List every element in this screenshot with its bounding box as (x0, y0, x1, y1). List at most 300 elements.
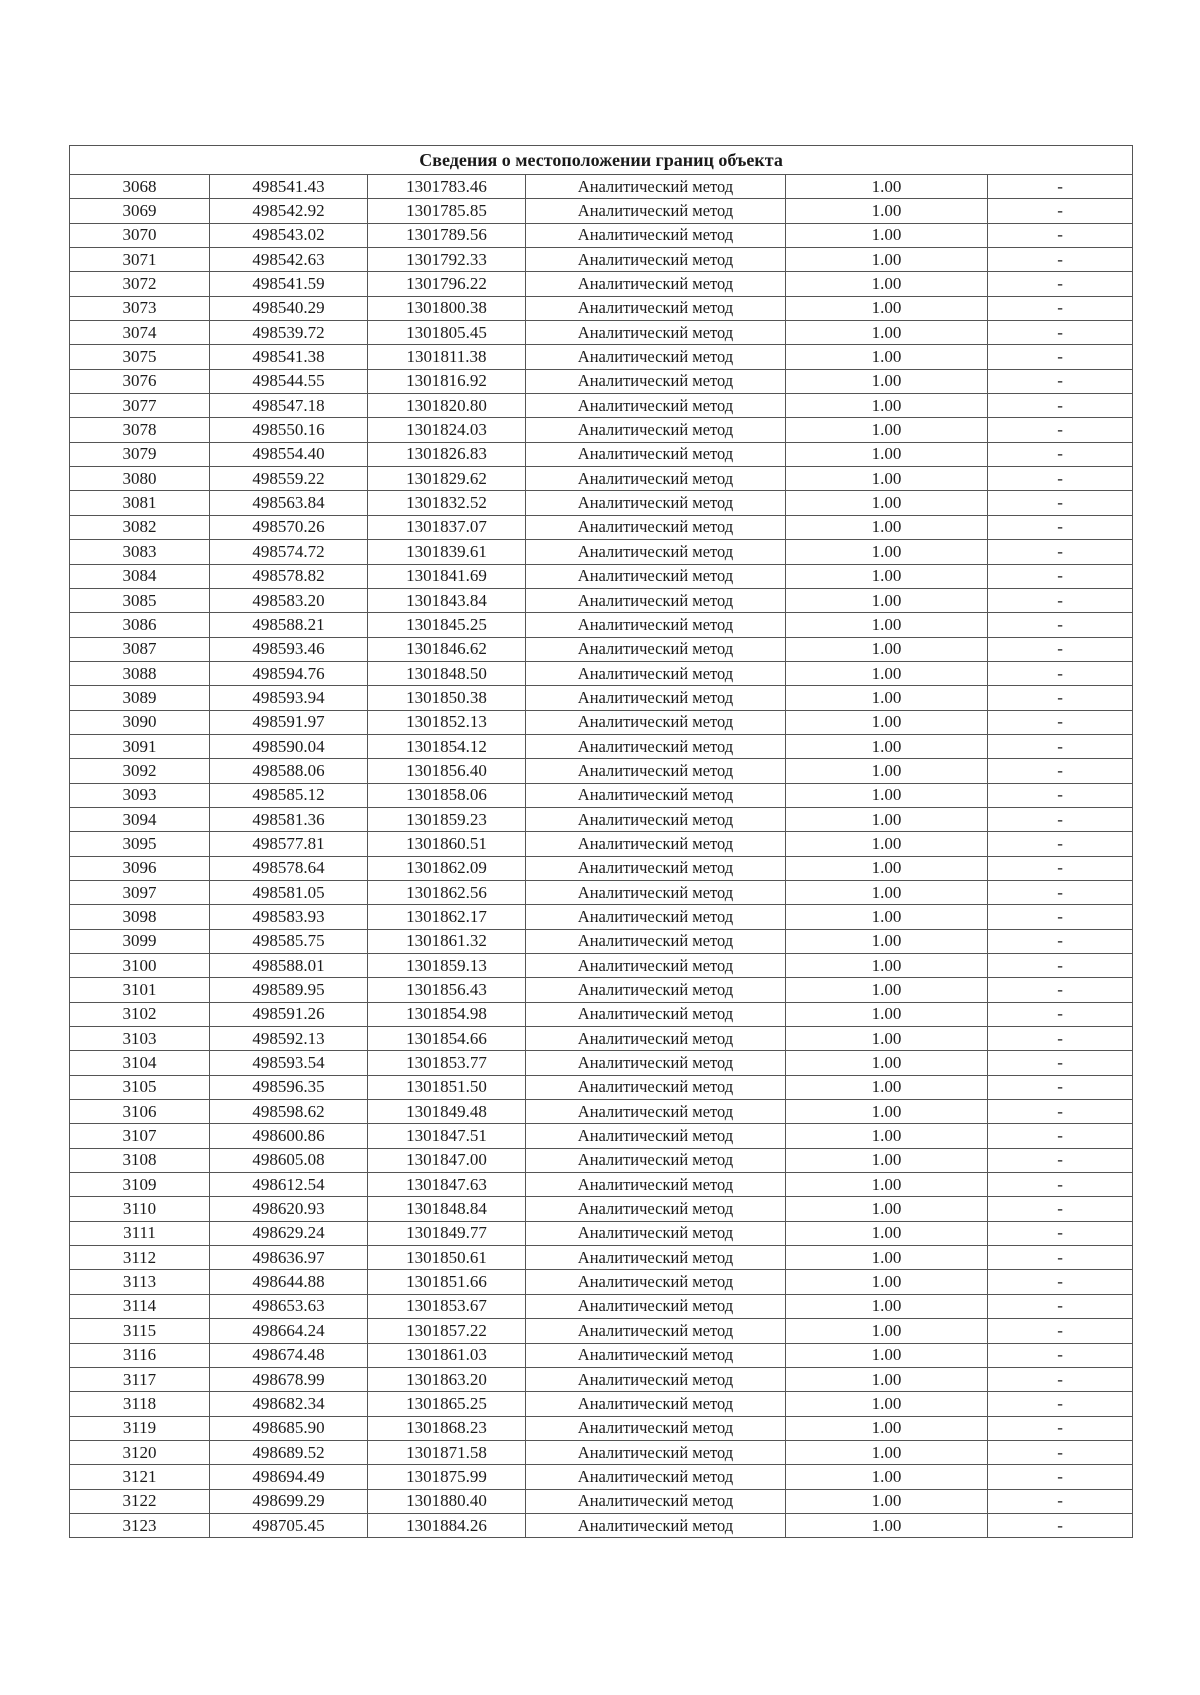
y-coordinate-cell: 1301856.43 (368, 978, 526, 1002)
table-row (70, 1173, 1133, 1197)
point-number-cell: 3081 (70, 491, 210, 515)
table-row (70, 272, 1133, 296)
accuracy-cell: 1.00 (786, 905, 988, 929)
method-cell: Аналитический метод (526, 515, 786, 539)
table-row (70, 442, 1133, 466)
x-coordinate-cell: 498600.86 (210, 1124, 368, 1148)
method-cell: Аналитический метод (526, 807, 786, 831)
table-row (70, 223, 1133, 247)
method-cell: Аналитический метод (526, 1002, 786, 1026)
x-coordinate-cell: 498581.36 (210, 807, 368, 831)
x-coordinate-cell: 498699.29 (210, 1489, 368, 1513)
x-coordinate-cell: 498598.62 (210, 1100, 368, 1124)
accuracy-cell: 1.00 (786, 880, 988, 904)
note-cell: - (988, 807, 1133, 831)
x-coordinate-cell: 498605.08 (210, 1148, 368, 1172)
method-cell: Аналитический метод (526, 734, 786, 758)
point-number-cell: 3079 (70, 442, 210, 466)
method-cell: Аналитический метод (526, 491, 786, 515)
table-row (70, 1465, 1133, 1489)
point-number-cell: 3098 (70, 905, 210, 929)
method-cell: Аналитический метод (526, 296, 786, 320)
table-title: Сведения о местоположении границ объекта (70, 146, 1133, 175)
note-cell: - (988, 1002, 1133, 1026)
method-cell: Аналитический метод (526, 1270, 786, 1294)
accuracy-cell: 1.00 (786, 418, 988, 442)
point-number-cell: 3080 (70, 467, 210, 491)
method-cell: Аналитический метод (526, 1124, 786, 1148)
x-coordinate-cell: 498539.72 (210, 321, 368, 345)
x-coordinate-cell: 498591.26 (210, 1002, 368, 1026)
y-coordinate-cell: 1301852.13 (368, 710, 526, 734)
method-cell: Аналитический метод (526, 418, 786, 442)
point-number-cell: 3068 (70, 175, 210, 199)
y-coordinate-cell: 1301848.50 (368, 661, 526, 685)
x-coordinate-cell: 498578.64 (210, 856, 368, 880)
note-cell: - (988, 515, 1133, 539)
accuracy-cell: 1.00 (786, 1100, 988, 1124)
point-number-cell: 3087 (70, 637, 210, 661)
note-cell: - (988, 272, 1133, 296)
point-number-cell: 3118 (70, 1392, 210, 1416)
note-cell: - (988, 588, 1133, 612)
y-coordinate-cell: 1301865.25 (368, 1392, 526, 1416)
note-cell: - (988, 1075, 1133, 1099)
table-row (70, 710, 1133, 734)
table-row (70, 1319, 1133, 1343)
table-row (70, 1051, 1133, 1075)
note-cell: - (988, 418, 1133, 442)
method-cell: Аналитический метод (526, 1367, 786, 1391)
point-number-cell: 3113 (70, 1270, 210, 1294)
method-cell: Аналитический метод (526, 759, 786, 783)
point-number-cell: 3082 (70, 515, 210, 539)
x-coordinate-cell: 498554.40 (210, 442, 368, 466)
y-coordinate-cell: 1301846.62 (368, 637, 526, 661)
x-coordinate-cell: 498563.84 (210, 491, 368, 515)
table-row (70, 1246, 1133, 1270)
x-coordinate-cell: 498685.90 (210, 1416, 368, 1440)
x-coordinate-cell: 498590.04 (210, 734, 368, 758)
note-cell: - (988, 1319, 1133, 1343)
accuracy-cell: 1.00 (786, 515, 988, 539)
method-cell: Аналитический метод (526, 613, 786, 637)
table-row (70, 175, 1133, 199)
point-number-cell: 3101 (70, 978, 210, 1002)
table-row (70, 661, 1133, 685)
table-title-row (70, 146, 1133, 175)
table-row (70, 1124, 1133, 1148)
note-cell: - (988, 296, 1133, 320)
method-cell: Аналитический метод (526, 175, 786, 199)
point-number-cell: 3099 (70, 929, 210, 953)
point-number-cell: 3072 (70, 272, 210, 296)
method-cell: Аналитический метод (526, 272, 786, 296)
note-cell: - (988, 1221, 1133, 1245)
method-cell: Аналитический метод (526, 856, 786, 880)
note-cell: - (988, 223, 1133, 247)
x-coordinate-cell: 498620.93 (210, 1197, 368, 1221)
method-cell: Аналитический метод (526, 564, 786, 588)
accuracy-cell: 1.00 (786, 588, 988, 612)
table-row (70, 564, 1133, 588)
note-cell: - (988, 1440, 1133, 1464)
note-cell: - (988, 1367, 1133, 1391)
table-row (70, 613, 1133, 637)
note-cell: - (988, 637, 1133, 661)
table-row (70, 880, 1133, 904)
method-cell: Аналитический метод (526, 661, 786, 685)
method-cell: Аналитический метод (526, 637, 786, 661)
y-coordinate-cell: 1301862.09 (368, 856, 526, 880)
table-row (70, 734, 1133, 758)
accuracy-cell: 1.00 (786, 1075, 988, 1099)
accuracy-cell: 1.00 (786, 929, 988, 953)
note-cell: - (988, 564, 1133, 588)
point-number-cell: 3093 (70, 783, 210, 807)
note-cell: - (988, 1246, 1133, 1270)
note-cell: - (988, 1100, 1133, 1124)
y-coordinate-cell: 1301871.58 (368, 1440, 526, 1464)
point-number-cell: 3095 (70, 832, 210, 856)
table-row (70, 394, 1133, 418)
table-row (70, 1416, 1133, 1440)
table-row (70, 296, 1133, 320)
x-coordinate-cell: 498588.21 (210, 613, 368, 637)
method-cell: Аналитический метод (526, 199, 786, 223)
method-cell: Аналитический метод (526, 1319, 786, 1343)
note-cell: - (988, 1173, 1133, 1197)
accuracy-cell: 1.00 (786, 1197, 988, 1221)
x-coordinate-cell: 498578.82 (210, 564, 368, 588)
point-number-cell: 3121 (70, 1465, 210, 1489)
y-coordinate-cell: 1301847.00 (368, 1148, 526, 1172)
point-number-cell: 3115 (70, 1319, 210, 1343)
accuracy-cell: 1.00 (786, 978, 988, 1002)
point-number-cell: 3096 (70, 856, 210, 880)
accuracy-cell: 1.00 (786, 686, 988, 710)
y-coordinate-cell: 1301785.85 (368, 199, 526, 223)
y-coordinate-cell: 1301854.66 (368, 1027, 526, 1051)
y-coordinate-cell: 1301851.50 (368, 1075, 526, 1099)
x-coordinate-cell: 498585.75 (210, 929, 368, 953)
table-row (70, 467, 1133, 491)
note-cell: - (988, 783, 1133, 807)
table-row (70, 637, 1133, 661)
point-number-cell: 3085 (70, 588, 210, 612)
point-number-cell: 3103 (70, 1027, 210, 1051)
x-coordinate-cell: 498674.48 (210, 1343, 368, 1367)
accuracy-cell: 1.00 (786, 1148, 988, 1172)
method-cell: Аналитический метод (526, 1051, 786, 1075)
method-cell: Аналитический метод (526, 540, 786, 564)
accuracy-cell: 1.00 (786, 345, 988, 369)
x-coordinate-cell: 498629.24 (210, 1221, 368, 1245)
point-number-cell: 3090 (70, 710, 210, 734)
y-coordinate-cell: 1301845.25 (368, 613, 526, 637)
x-coordinate-cell: 498544.55 (210, 369, 368, 393)
point-number-cell: 3107 (70, 1124, 210, 1148)
y-coordinate-cell: 1301820.80 (368, 394, 526, 418)
table-row (70, 321, 1133, 345)
accuracy-cell: 1.00 (786, 734, 988, 758)
point-number-cell: 3089 (70, 686, 210, 710)
table-row (70, 832, 1133, 856)
method-cell: Аналитический метод (526, 1027, 786, 1051)
method-cell: Аналитический метод (526, 1294, 786, 1318)
y-coordinate-cell: 1301859.13 (368, 954, 526, 978)
accuracy-cell: 1.00 (786, 954, 988, 978)
table-row (70, 1367, 1133, 1391)
y-coordinate-cell: 1301860.51 (368, 832, 526, 856)
x-coordinate-cell: 498542.63 (210, 248, 368, 272)
table-row (70, 540, 1133, 564)
y-coordinate-cell: 1301875.99 (368, 1465, 526, 1489)
accuracy-cell: 1.00 (786, 296, 988, 320)
point-number-cell: 3075 (70, 345, 210, 369)
method-cell: Аналитический метод (526, 1440, 786, 1464)
method-cell: Аналитический метод (526, 905, 786, 929)
note-cell: - (988, 442, 1133, 466)
y-coordinate-cell: 1301857.22 (368, 1319, 526, 1343)
note-cell: - (988, 734, 1133, 758)
note-cell: - (988, 613, 1133, 637)
note-cell: - (988, 759, 1133, 783)
point-number-cell: 3092 (70, 759, 210, 783)
note-cell: - (988, 661, 1133, 685)
note-cell: - (988, 491, 1133, 515)
table-row (70, 1100, 1133, 1124)
method-cell: Аналитический метод (526, 1197, 786, 1221)
table-row (70, 1027, 1133, 1051)
note-cell: - (988, 1051, 1133, 1075)
table-row (70, 783, 1133, 807)
table-row (70, 1221, 1133, 1245)
accuracy-cell: 1.00 (786, 442, 988, 466)
y-coordinate-cell: 1301841.69 (368, 564, 526, 588)
point-number-cell: 3122 (70, 1489, 210, 1513)
accuracy-cell: 1.00 (786, 248, 988, 272)
point-number-cell: 3076 (70, 369, 210, 393)
x-coordinate-cell: 498577.81 (210, 832, 368, 856)
x-coordinate-cell: 498574.72 (210, 540, 368, 564)
x-coordinate-cell: 498581.05 (210, 880, 368, 904)
point-number-cell: 3120 (70, 1440, 210, 1464)
x-coordinate-cell: 498653.63 (210, 1294, 368, 1318)
y-coordinate-cell: 1301850.61 (368, 1246, 526, 1270)
accuracy-cell: 1.00 (786, 564, 988, 588)
x-coordinate-cell: 498644.88 (210, 1270, 368, 1294)
x-coordinate-cell: 498594.76 (210, 661, 368, 685)
y-coordinate-cell: 1301854.12 (368, 734, 526, 758)
point-number-cell: 3094 (70, 807, 210, 831)
x-coordinate-cell: 498542.92 (210, 199, 368, 223)
note-cell: - (988, 369, 1133, 393)
x-coordinate-cell: 498636.97 (210, 1246, 368, 1270)
accuracy-cell: 1.00 (786, 1392, 988, 1416)
accuracy-cell: 1.00 (786, 1343, 988, 1367)
accuracy-cell: 1.00 (786, 467, 988, 491)
method-cell: Аналитический метод (526, 1489, 786, 1513)
point-number-cell: 3100 (70, 954, 210, 978)
method-cell: Аналитический метод (526, 442, 786, 466)
y-coordinate-cell: 1301847.51 (368, 1124, 526, 1148)
y-coordinate-cell: 1301853.67 (368, 1294, 526, 1318)
y-coordinate-cell: 1301816.92 (368, 369, 526, 393)
table-row (70, 1513, 1133, 1537)
table-row (70, 1002, 1133, 1026)
y-coordinate-cell: 1301862.17 (368, 905, 526, 929)
x-coordinate-cell: 498689.52 (210, 1440, 368, 1464)
table-row (70, 929, 1133, 953)
method-cell: Аналитический метод (526, 929, 786, 953)
point-number-cell: 3078 (70, 418, 210, 442)
point-number-cell: 3074 (70, 321, 210, 345)
y-coordinate-cell: 1301796.22 (368, 272, 526, 296)
accuracy-cell: 1.00 (786, 540, 988, 564)
x-coordinate-cell: 498541.38 (210, 345, 368, 369)
table-row (70, 1294, 1133, 1318)
point-number-cell: 3112 (70, 1246, 210, 1270)
note-cell: - (988, 686, 1133, 710)
accuracy-cell: 1.00 (786, 1465, 988, 1489)
accuracy-cell: 1.00 (786, 1051, 988, 1075)
y-coordinate-cell: 1301858.06 (368, 783, 526, 807)
accuracy-cell: 1.00 (786, 369, 988, 393)
note-cell: - (988, 1124, 1133, 1148)
point-number-cell: 3086 (70, 613, 210, 637)
point-number-cell: 3116 (70, 1343, 210, 1367)
method-cell: Аналитический метод (526, 394, 786, 418)
accuracy-cell: 1.00 (786, 199, 988, 223)
point-number-cell: 3110 (70, 1197, 210, 1221)
accuracy-cell: 1.00 (786, 1319, 988, 1343)
note-cell: - (988, 929, 1133, 953)
point-number-cell: 3069 (70, 199, 210, 223)
accuracy-cell: 1.00 (786, 856, 988, 880)
method-cell: Аналитический метод (526, 1246, 786, 1270)
y-coordinate-cell: 1301856.40 (368, 759, 526, 783)
point-number-cell: 3114 (70, 1294, 210, 1318)
x-coordinate-cell: 498583.93 (210, 905, 368, 929)
point-number-cell: 3111 (70, 1221, 210, 1245)
accuracy-cell: 1.00 (786, 1513, 988, 1537)
y-coordinate-cell: 1301868.23 (368, 1416, 526, 1440)
table-row (70, 1197, 1133, 1221)
accuracy-cell: 1.00 (786, 175, 988, 199)
accuracy-cell: 1.00 (786, 1416, 988, 1440)
x-coordinate-cell: 498570.26 (210, 515, 368, 539)
accuracy-cell: 1.00 (786, 223, 988, 247)
y-coordinate-cell: 1301884.26 (368, 1513, 526, 1537)
point-number-cell: 3105 (70, 1075, 210, 1099)
point-number-cell: 3071 (70, 248, 210, 272)
x-coordinate-cell: 498612.54 (210, 1173, 368, 1197)
point-number-cell: 3073 (70, 296, 210, 320)
method-cell: Аналитический метод (526, 686, 786, 710)
x-coordinate-cell: 498543.02 (210, 223, 368, 247)
x-coordinate-cell: 498540.29 (210, 296, 368, 320)
accuracy-cell: 1.00 (786, 759, 988, 783)
y-coordinate-cell: 1301849.48 (368, 1100, 526, 1124)
x-coordinate-cell: 498585.12 (210, 783, 368, 807)
table-row (70, 807, 1133, 831)
accuracy-cell: 1.00 (786, 807, 988, 831)
note-cell: - (988, 978, 1133, 1002)
x-coordinate-cell: 498593.94 (210, 686, 368, 710)
table-row (70, 759, 1133, 783)
point-number-cell: 3077 (70, 394, 210, 418)
y-coordinate-cell: 1301862.56 (368, 880, 526, 904)
y-coordinate-cell: 1301824.03 (368, 418, 526, 442)
method-cell: Аналитический метод (526, 1465, 786, 1489)
y-coordinate-cell: 1301832.52 (368, 491, 526, 515)
y-coordinate-cell: 1301850.38 (368, 686, 526, 710)
x-coordinate-cell: 498588.01 (210, 954, 368, 978)
table-row (70, 418, 1133, 442)
accuracy-cell: 1.00 (786, 613, 988, 637)
x-coordinate-cell: 498547.18 (210, 394, 368, 418)
method-cell: Аналитический метод (526, 1416, 786, 1440)
accuracy-cell: 1.00 (786, 272, 988, 296)
y-coordinate-cell: 1301854.98 (368, 1002, 526, 1026)
accuracy-cell: 1.00 (786, 1002, 988, 1026)
note-cell: - (988, 175, 1133, 199)
accuracy-cell: 1.00 (786, 1489, 988, 1513)
y-coordinate-cell: 1301826.83 (368, 442, 526, 466)
note-cell: - (988, 1197, 1133, 1221)
table-row (70, 978, 1133, 1002)
point-number-cell: 3119 (70, 1416, 210, 1440)
point-number-cell: 3117 (70, 1367, 210, 1391)
table-row (70, 856, 1133, 880)
point-number-cell: 3106 (70, 1100, 210, 1124)
method-cell: Аналитический метод (526, 710, 786, 734)
note-cell: - (988, 954, 1133, 978)
method-cell: Аналитический метод (526, 880, 786, 904)
table-row (70, 491, 1133, 515)
note-cell: - (988, 345, 1133, 369)
method-cell: Аналитический метод (526, 1221, 786, 1245)
method-cell: Аналитический метод (526, 954, 786, 978)
y-coordinate-cell: 1301849.77 (368, 1221, 526, 1245)
y-coordinate-cell: 1301843.84 (368, 588, 526, 612)
y-coordinate-cell: 1301783.46 (368, 175, 526, 199)
accuracy-cell: 1.00 (786, 1246, 988, 1270)
method-cell: Аналитический метод (526, 1513, 786, 1537)
note-cell: - (988, 199, 1133, 223)
x-coordinate-cell: 498664.24 (210, 1319, 368, 1343)
accuracy-cell: 1.00 (786, 832, 988, 856)
x-coordinate-cell: 498678.99 (210, 1367, 368, 1391)
method-cell: Аналитический метод (526, 321, 786, 345)
accuracy-cell: 1.00 (786, 394, 988, 418)
point-number-cell: 3084 (70, 564, 210, 588)
x-coordinate-cell: 498596.35 (210, 1075, 368, 1099)
method-cell: Аналитический метод (526, 1343, 786, 1367)
table-row (70, 1440, 1133, 1464)
y-coordinate-cell: 1301792.33 (368, 248, 526, 272)
y-coordinate-cell: 1301805.45 (368, 321, 526, 345)
note-cell: - (988, 1392, 1133, 1416)
point-number-cell: 3108 (70, 1148, 210, 1172)
boundary-coordinates-table (69, 145, 1133, 1538)
accuracy-cell: 1.00 (786, 321, 988, 345)
method-cell: Аналитический метод (526, 1148, 786, 1172)
y-coordinate-cell: 1301800.38 (368, 296, 526, 320)
method-cell: Аналитический метод (526, 978, 786, 1002)
y-coordinate-cell: 1301829.62 (368, 467, 526, 491)
